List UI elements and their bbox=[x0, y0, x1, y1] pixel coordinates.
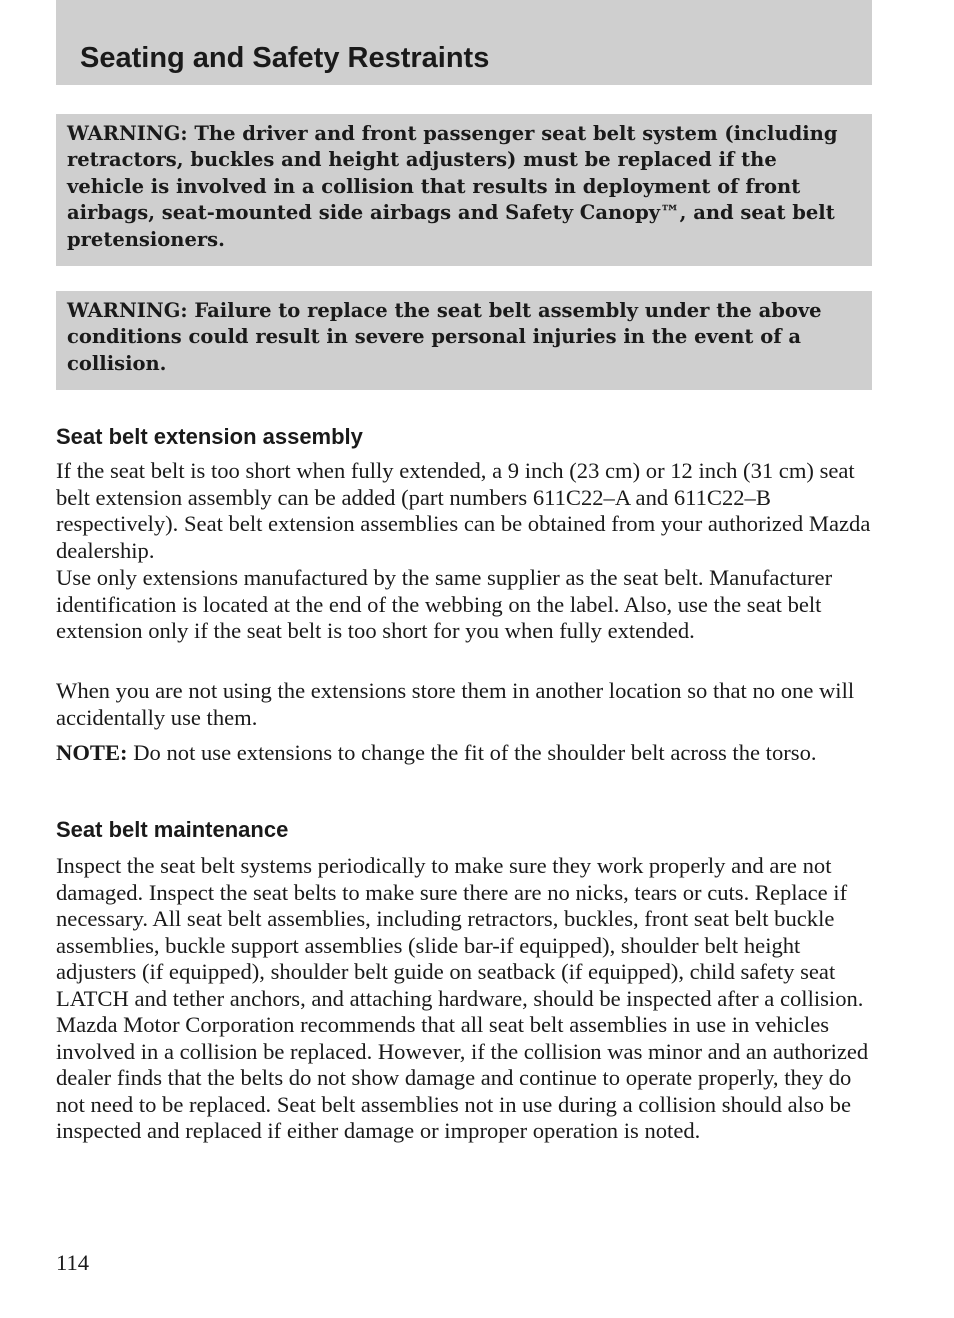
note-paragraph bbox=[56, 740, 876, 767]
page-header bbox=[56, 0, 872, 85]
page-title: Seating and Safety Restraints bbox=[80, 42, 490, 74]
warning-box bbox=[56, 291, 872, 390]
body-paragraph: If the seat belt is too short when fully extended, a 9 inch (23 cm) or 12 inch (31 cm) seat belt extension assembly can be added (part numbers 611C22–A and 611C22–B respectively). Seat belt extension assemblies can be obtained from your authorized Mazda dealership. bbox=[56, 458, 871, 563]
section-heading-extension: Seat belt extension assembly bbox=[56, 424, 363, 449]
body-paragraph: Inspect the seat belt systems periodically to make sure they work properly and are not damaged. Inspect the seat belts to make sure there are no nicks, tears or cuts. Replace if necessary. All seat belt assemblies, including retractors, buckles, front seat belt buckle assemblies, buckle support assemblies (slide bar-if equipped), shoulder belt height adjusters (if equipped), shoulder belt guide on seatback (if equipped), child safety seat LATCH and tether anchors, and attaching hardware, should be inspected after a collision. Mazda Motor Corporation recommends that all seat belt assemblies in use in vehicles involved in a collision be replaced. However, if the collision was minor and an authorized dealer finds that the belts do not show damage and continue to operate properly, they do not need to be replaced. Seat belt assemblies not in use during a collision should also be inspected and replaced if either damage or improper operation is noted. bbox=[56, 853, 869, 1143]
warning-text: WARNING: Failure to replace the seat belt assembly under the above conditions could result in severe personal injuries in the event of a collision. bbox=[67, 299, 822, 375]
warning-box bbox=[56, 114, 872, 266]
note-text: Do not use extensions to change the fit of the shoulder belt across the torso. bbox=[127, 740, 817, 765]
note-label: NOTE: bbox=[56, 740, 128, 765]
page-number: 114 bbox=[56, 1250, 90, 1275]
body-paragraph: When you are not using the extensions store them in another location so that no one will accidentally use them. bbox=[56, 678, 855, 730]
warning-text: WARNING: The driver and front passenger seat belt system (including retractors, buckles and height adjusters) must be replaced if the vehicle is involved in a collision that results in deployment of front airbags, seat-mounted side airbags and Safety Canopy™, and seat belt pretensioners. bbox=[67, 122, 838, 251]
body-paragraph: Use only extensions manufactured by the same supplier as the seat belt. Manufacturer identification is located at the end of the webbing on the label. Also, use the seat belt extension only if the seat belt is too short for you when fully extended. bbox=[56, 565, 833, 643]
section-heading-maintenance: Seat belt maintenance bbox=[56, 817, 289, 842]
